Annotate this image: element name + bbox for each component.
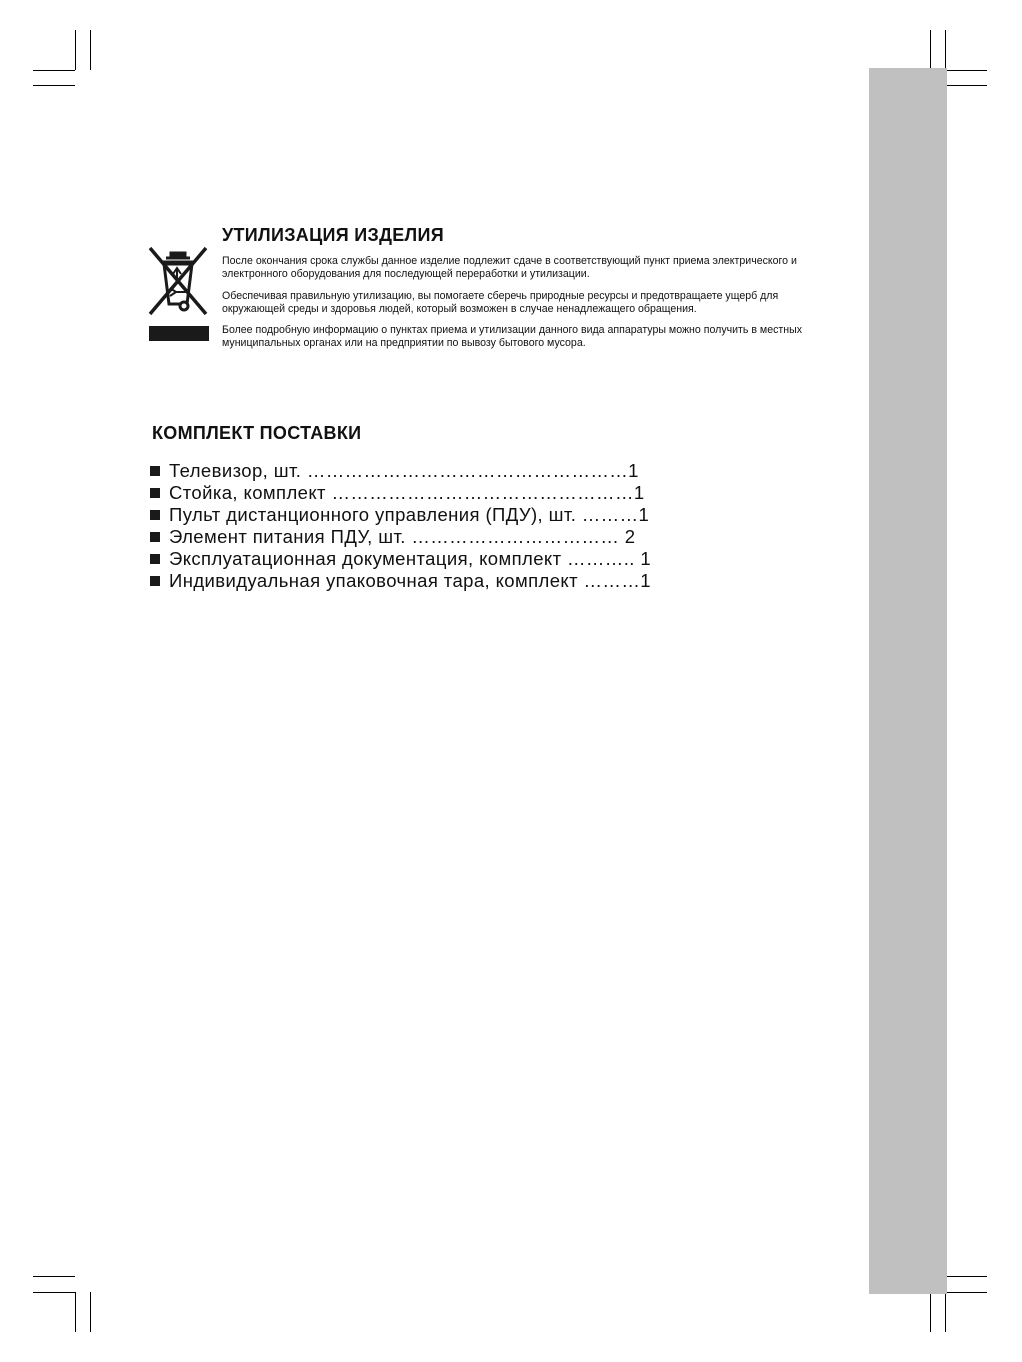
crop-mark xyxy=(75,1292,76,1332)
bullet-square-icon xyxy=(150,488,160,498)
list-item xyxy=(150,570,651,592)
disposal-paragraph: После окончания срока службы данное изделие подлежит сдаче в соответствующий пункт приема электрического и электронного оборудования для последующей переработки и утилизации. xyxy=(222,255,797,280)
crop-mark xyxy=(945,70,987,71)
list-item-text: Элемент питания ПДУ, шт. …………………………… 2 xyxy=(169,526,636,547)
bullet-square-icon xyxy=(150,554,160,564)
crop-mark xyxy=(930,1292,931,1332)
list-item-text: Эксплуатационная документация, комплект ……….. 1 xyxy=(169,548,652,569)
crop-mark xyxy=(90,30,91,70)
crop-mark xyxy=(945,85,987,86)
side-grey-strip xyxy=(869,68,947,1294)
bullet-square-icon xyxy=(150,576,160,586)
package-title: КОМПЛЕКТ ПОСТАВКИ xyxy=(152,423,362,443)
list-item xyxy=(150,460,651,482)
list-item xyxy=(150,548,651,570)
bullet-square-icon xyxy=(150,532,160,542)
crop-mark xyxy=(75,30,76,70)
bullet-square-icon xyxy=(150,510,160,520)
disposal-paragraph: Более подробную информацию о пунктах приема и утилизации данного вида аппаратуры можно получить в местных муниципальных органах или на предприятии по вывозу бытового мусора. xyxy=(222,324,803,349)
list-item-text: Пульт дистанционного управления (ПДУ), шт. ………1 xyxy=(169,504,650,525)
crop-mark xyxy=(945,1292,946,1332)
package-list xyxy=(150,460,651,592)
list-item-text: Стойка, комплект …………………………………………1 xyxy=(169,482,645,503)
crop-mark xyxy=(945,1276,987,1277)
crop-mark xyxy=(930,30,931,70)
crop-mark xyxy=(90,1292,91,1332)
list-item-text: Телевизор, шт. ……………………………………………1 xyxy=(169,460,639,481)
bullet-square-icon xyxy=(150,466,160,476)
disposal-title: УТИЛИЗАЦИЯ ИЗДЕЛИЯ xyxy=(222,225,444,245)
disposal-paragraph: Обеспечивая правильную утилизацию, вы помогаете сберечь природные ресурсы и предотвращаете ущерб для окружающей среды и здоровья людей, который возможен в случае ненадлежащего обращения. xyxy=(222,290,779,315)
list-item-text: Индивидуальная упаковочная тара, комплект ………1 xyxy=(169,570,651,591)
crop-mark xyxy=(33,1292,75,1293)
list-item xyxy=(150,526,651,548)
crop-mark xyxy=(33,85,75,86)
crop-mark xyxy=(945,30,946,70)
crossed-out-wheelie-bin-icon xyxy=(146,244,210,342)
crop-mark xyxy=(33,70,75,71)
crop-mark xyxy=(945,1292,987,1293)
list-item xyxy=(150,482,651,504)
list-item xyxy=(150,504,651,526)
crop-mark xyxy=(33,1276,75,1277)
